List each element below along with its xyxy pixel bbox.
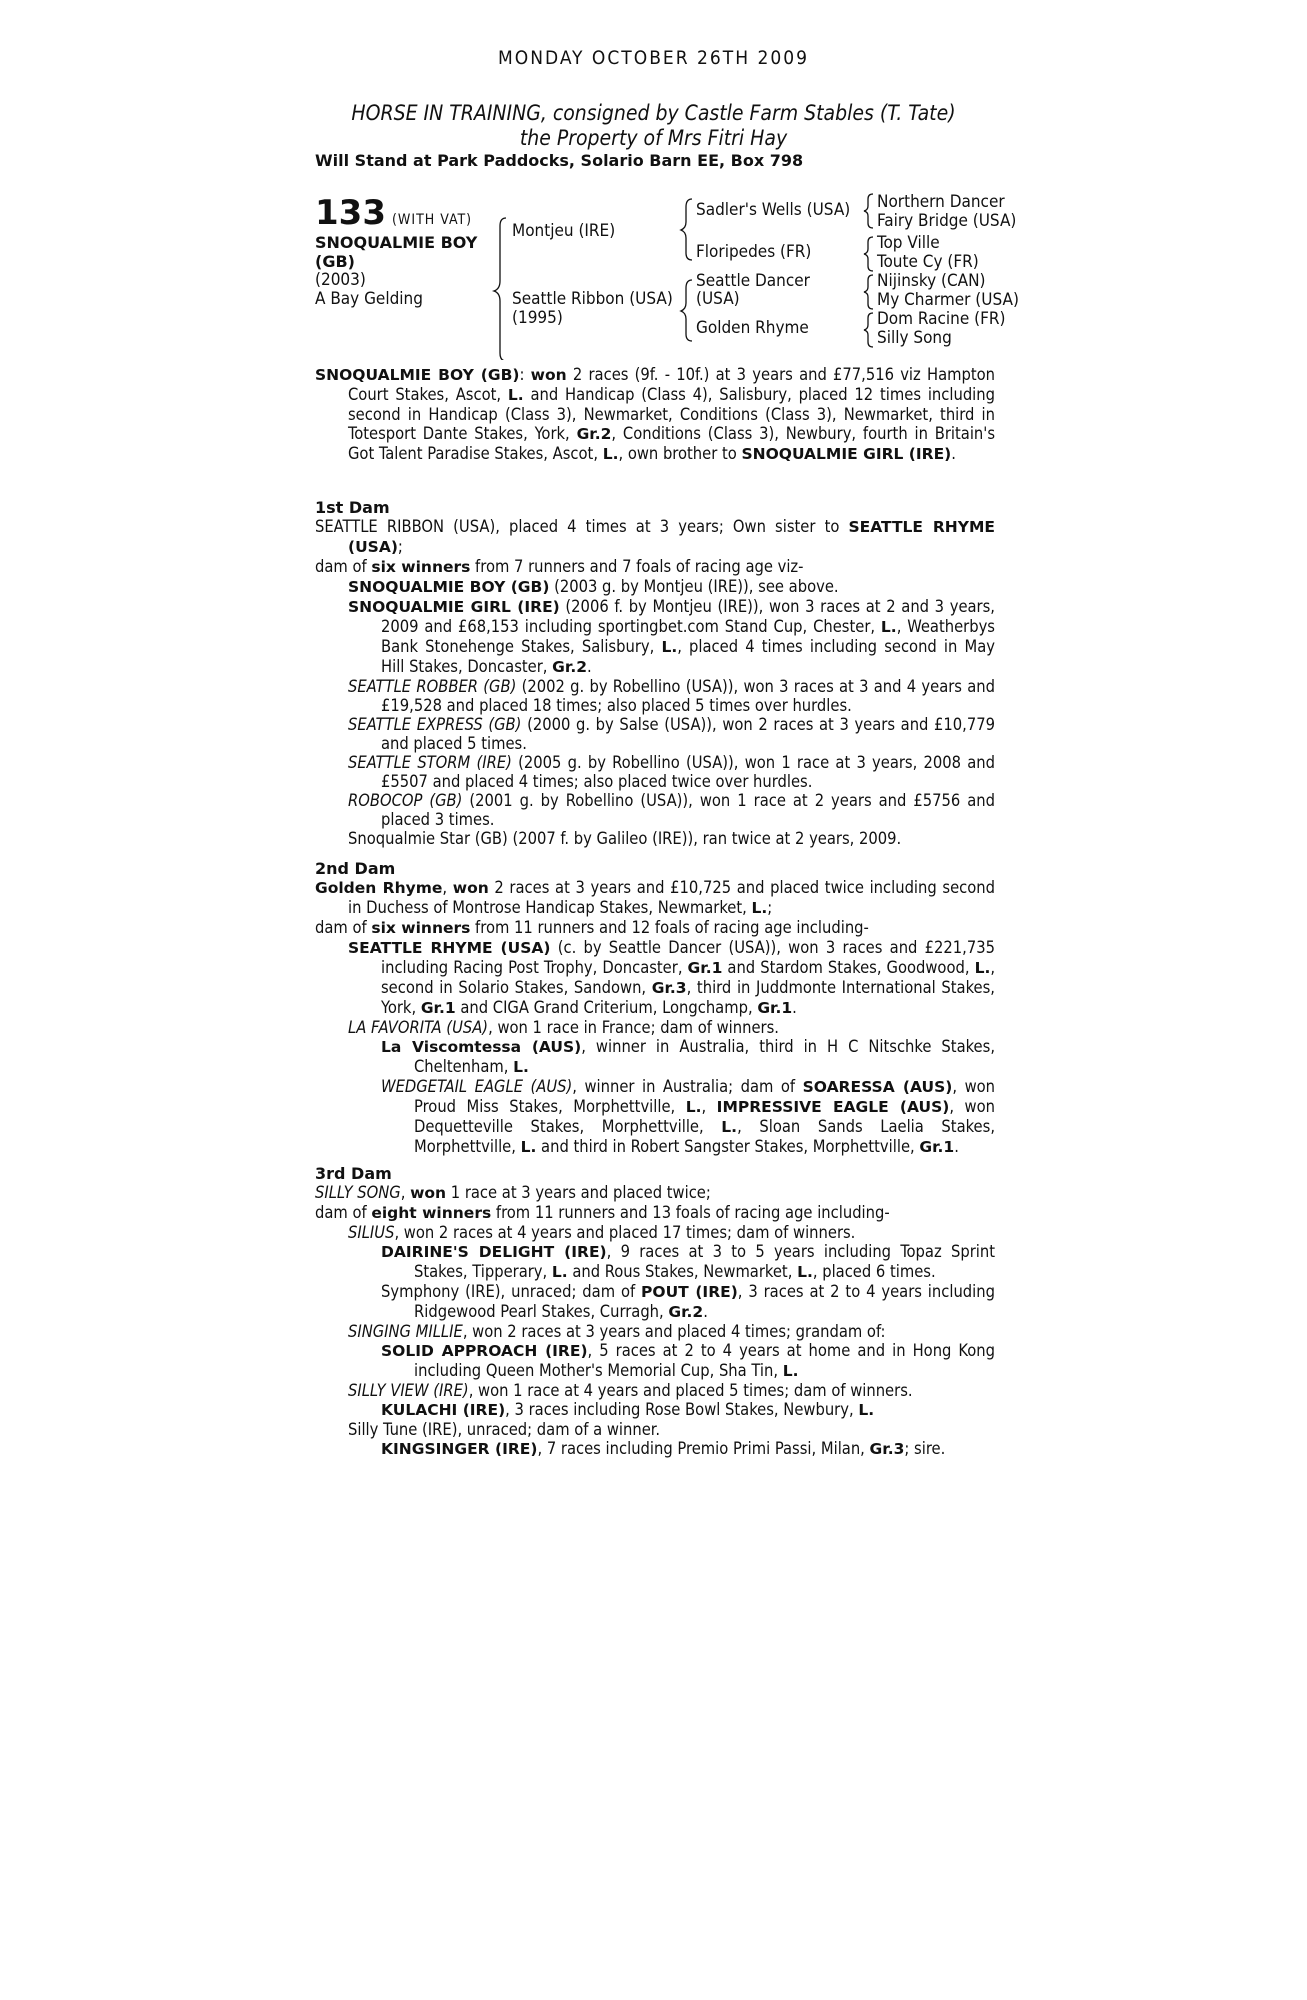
produce-text: (2006 f. by Montjeu (IRE)), won 3 races at 2 and 3 years, 2009 and £68,153 including sportingbet.com Stand Cup, Chester, — [381, 597, 995, 636]
produce-text: , winner in Australia, third in H C Nitschke Stakes, Cheltenham, — [414, 1037, 995, 1076]
ds-brace — [864, 275, 873, 309]
summary-text: . — [951, 444, 956, 463]
ggp-3: Top Ville — [877, 233, 940, 253]
dam-text: from 7 runners and 7 foals of racing age viz- — [470, 557, 804, 576]
produce-text: Snoqualmie Star (GB) (2007 f. by Galileo (IRE)), ran twice at 2 years, 2009. — [348, 829, 902, 848]
third-dam-section: SILLY SONG, won 1 race at 3 years and placed twice; dam of eight winners from 11 runners and 13 foals of racing age including- SILIUS, won 2 races at 4 years and placed 17 times; dam of winners. DAIRINE'S DELIGHT (IRE), 9 races at 3 to 5 years including Topaz Sprint Stakes, Tipperary, L. and Rous Stakes, Newmarket, L., placed 6 times. Symphony (IRE), unraced; dam of POUT (IRE), 3 races at 2 to 4 years including Ridgewood Pearl Stakes, Curragh, Gr.2. SINGING MILLIE, won 2 races at 3 years and placed 4 times; grandam of: SOLID APPROACH (IRE), 5 races at 2 to 4 years at home and in Hong Kong including Queen Mother's Memorial Cup, Sha Tin, L. SILLY VIEW (IRE), won 1 race at 4 years and placed 5 times; dam of winners. KULACHI (IRE), 3 races including Rose Bowl Stakes, Newbury, L. Silly Tune (IRE), unraced; dam of a winner. KINGSINGER (IRE), 7 races including Premio Primi Passi, Milan, Gr.3; sire. — [315, 1183, 996, 1458]
listed-marker: L. — [520, 1138, 537, 1156]
produce-text: (2002 g. by Robellino (USA)), won 3 races at 3 and 4 years and £19,528 and placed 18 times; also placed 5 times over hurdles. — [381, 677, 995, 715]
produce-text: , won Dequetteville Stakes, Morphettville, — [414, 1097, 995, 1136]
produce-record — [315, 1400, 995, 1420]
listed-marker: L. — [507, 386, 524, 404]
produce-text: . — [587, 657, 592, 676]
listed-marker: L. — [797, 1263, 813, 1281]
listed-marker: L. — [880, 618, 897, 636]
produce-text: , won 2 races at 3 years and placed 4 times; grandam of: — [462, 1322, 886, 1341]
horse-name: SNOQUALMIE BOY — [315, 233, 478, 252]
dam-text: ; — [397, 537, 403, 556]
sire-sire: Sadler's Wells (USA) — [696, 200, 851, 220]
third-dam-heading: 3rd Dam — [315, 1164, 392, 1183]
lot-number: 133 — [315, 193, 386, 233]
produce-record — [315, 1381, 995, 1400]
winners-count: six winners — [371, 558, 471, 576]
owner-line: the Property of Mrs Fitri Hay — [519, 126, 788, 150]
group-marker: Gr.3 — [869, 1440, 905, 1458]
produce-name: SNOQUALMIE GIRL (IRE) — [348, 598, 560, 616]
listed-marker: L. — [858, 1401, 875, 1419]
produce-record — [315, 577, 995, 597]
vat-note: (WITH VAT) — [391, 212, 473, 228]
produce-name: WEDGETAIL EAGLE (AUS) — [381, 1077, 573, 1096]
dam-text: SEATTLE RIBBON (USA), placed 4 times at 3 years; Own sister to — [315, 517, 849, 536]
produce-text: , won 2 races at 4 years and placed 17 times; dam of winners. — [394, 1223, 856, 1242]
ss-brace — [864, 194, 873, 228]
produce-name: SEATTLE STORM (IRE) — [348, 753, 512, 772]
ggp-4: Toute Cy (FR) — [877, 252, 979, 272]
summary-text: , own brother to — [618, 444, 742, 463]
produce-name: KINGSINGER (IRE) — [381, 1440, 538, 1458]
produce-name: POUT (IRE) — [641, 1283, 738, 1301]
produce-text: , second in Solario Stakes, Sandown, — [381, 958, 996, 997]
dam-sire-line1: Seattle Dancer — [696, 271, 810, 291]
group-marker: Gr.2 — [668, 1303, 704, 1321]
produce-text: , — [701, 1097, 717, 1116]
listed-marker: L. — [685, 1098, 702, 1116]
produce-record — [315, 1439, 995, 1459]
dam-dam: Golden Rhyme — [696, 318, 809, 338]
produce-text: , won Proud Miss Stakes, Morphettville, — [414, 1077, 995, 1116]
foaling-year: (2003) — [315, 270, 366, 290]
ggp-7: Dom Racine (FR) — [877, 309, 1006, 329]
produce-text: and CIGA Grand Criterium, Longchamp, — [455, 998, 758, 1017]
produce-text: , 5 races at 2 to 4 years at home and in Hong Kong including Queen Mother's Memorial Cup, Sha Tin, — [414, 1341, 996, 1380]
produce-record — [315, 715, 995, 753]
listed-marker: L. — [551, 1263, 568, 1281]
produce-record — [315, 938, 995, 1018]
won-label: won — [410, 1184, 447, 1202]
produce-text: , winner in Australia; dam of — [572, 1077, 803, 1096]
produce-name: DAIRINE'S DELIGHT (IRE) — [381, 1243, 607, 1261]
produce-record — [315, 829, 995, 848]
dam-text: from 11 runners and 13 foals of racing age including- — [491, 1203, 890, 1222]
dd-brace — [864, 313, 873, 347]
produce-record — [315, 1242, 995, 1282]
dam-text: from 11 runners and 12 foals of racing age including- — [470, 918, 869, 937]
dam-name: Golden Rhyme — [315, 879, 443, 897]
produce-name: SOARESSA (AUS) — [802, 1078, 953, 1096]
horse-summary: SNOQUALMIE BOY (GB): won 2 races (9f. - 10f.) at 3 years and £77,516 viz Hampton Court Stakes, Ascot, L. and Handicap (Class 4), Salisbury, placed 12 times including second in Handicap (Class 3), Newmarket, Conditions (Class 3), Newmarket, third in Totesport Dante Stakes, York, Gr.2, Conditions (Class 3), Newbury, fourth in Britain's Got Talent Paradise Stakes, Ascot, L., own brother to SNOQUALMIE GIRL (IRE). — [315, 365, 996, 463]
produce-text: , won 1 race at 4 years and placed 5 times; dam of winners. — [468, 1381, 913, 1400]
dam-text: 2 races at 3 years and £10,725 and placed twice including second in Duchess of Montrose Handicap Stakes, Newmarket, — [348, 878, 995, 917]
produce-text: (2005 g. by Robellino (USA)), won 1 race at 3 years, 2008 and £5507 and placed 4 times; also placed twice over hurdles. — [381, 753, 995, 791]
produce-text: Silly Tune (IRE), unraced; dam of a winner. — [348, 1420, 661, 1439]
produce-text: , 9 races at 3 to 5 years including Topaz Sprint Stakes, Tipperary, — [414, 1242, 995, 1281]
listed-marker: L. — [602, 445, 619, 463]
dam-text: ; — [767, 898, 773, 917]
produce-name: SILIUS — [348, 1223, 395, 1242]
consignor-line: HORSE IN TRAINING, consigned by Castle Farm Stables (T. Tate) — [351, 101, 956, 125]
produce-text: , 7 races including Premio Primi Passi, Milan, — [537, 1439, 870, 1458]
produce-text: ; sire. — [904, 1439, 946, 1458]
produce-name: LA FAVORITA (USA) — [348, 1018, 489, 1037]
produce-text: and third in Robert Sangster Stakes, Morphettville, — [536, 1137, 920, 1156]
produce-record — [315, 791, 995, 829]
produce-record — [315, 1223, 995, 1242]
second-dam-heading: 2nd Dam — [315, 859, 396, 878]
group-marker: Gr.1 — [420, 999, 456, 1017]
dam-text: dam of — [315, 1203, 372, 1222]
summary-won: won — [530, 366, 567, 384]
first-dam-heading: 1st Dam — [315, 498, 390, 517]
produce-record — [315, 677, 995, 715]
summary-text: and Handicap (Class 4), Salisbury, placed 12 times including second in Handicap (Class 3), Newmarket, Conditions (Class 3), Newmarket, third in Totesport Dante Stakes, York, — [348, 385, 995, 443]
produce-text: . — [792, 998, 797, 1017]
dam-name: Seattle Ribbon (USA) — [512, 289, 673, 309]
listed-marker: L. — [751, 899, 768, 917]
dam-sire-line2: (USA) — [696, 289, 740, 309]
produce-record — [315, 597, 995, 677]
produce-record — [315, 1420, 995, 1439]
produce-text: (2003 g. by Montjeu (IRE)), see above. — [549, 577, 839, 596]
dam-brace — [681, 280, 692, 341]
dam-name: SILLY SONG — [315, 1183, 401, 1202]
won-label: won — [452, 879, 489, 897]
produce-text: . — [954, 1137, 959, 1156]
produce-text: (c. by Seattle Dancer (USA)), won 3 races and £221,735 including Racing Post Trophy, Doncaster, — [381, 938, 995, 977]
produce-text: , third in Juddmonte International Stakes, York, — [381, 978, 995, 1017]
produce-name: SEATTLE EXPRESS (GB) — [348, 715, 522, 734]
produce-text: . — [703, 1302, 708, 1321]
produce-text: , won 1 race in France; dam of winners. — [488, 1018, 779, 1037]
dam-text: dam of — [315, 557, 372, 576]
group-marker: Gr.2 — [576, 425, 612, 443]
group-marker: Gr.3 — [651, 979, 687, 997]
dam-year: (1995) — [512, 308, 563, 328]
produce-text: , placed 6 times. — [812, 1262, 936, 1281]
listed-marker: L. — [974, 959, 991, 977]
listed-marker: L. — [721, 1118, 738, 1136]
produce-text: (2001 g. by Robellino (USA)), won 1 race at 2 years and £5756 and placed 3 times. — [381, 791, 995, 829]
produce-text: , Weatherbys Bank Stonehenge Stakes, Salisbury, — [381, 617, 995, 656]
produce-text: and Stardom Stakes, Goodwood, — [722, 958, 975, 977]
listed-marker: L. — [782, 1362, 799, 1380]
produce-text: Symphony (IRE), unraced; dam of — [381, 1282, 642, 1301]
produce-name: IMPRESSIVE EAGLE (AUS) — [716, 1098, 950, 1116]
produce-name: SNOQUALMIE BOY (GB) — [348, 578, 550, 596]
ggp-5: Nijinsky (CAN) — [877, 271, 986, 291]
produce-name: ROBOCOP (GB) — [348, 791, 463, 810]
produce-name: SEATTLE RHYME (USA) — [348, 939, 551, 957]
produce-text: , 3 races at 2 to 4 years including Ridgewood Pearl Stakes, Curragh, — [414, 1282, 995, 1321]
summary-text: , Conditions (Class 3), Newbury, fourth in Britain's Got Talent Paradise Stakes, Ascot, — [348, 424, 996, 463]
horse-description: A Bay Gelding — [315, 289, 423, 309]
dam-text: dam of — [315, 918, 372, 937]
produce-record — [315, 1282, 995, 1322]
ggp-8: Silly Song — [877, 328, 952, 348]
produce-record — [315, 1341, 995, 1381]
produce-record — [315, 1322, 995, 1341]
sd-brace — [864, 237, 873, 271]
produce-name: SINGING MILLIE — [348, 1322, 463, 1341]
produce-text: and Rous Stakes, Newmarket, — [567, 1262, 798, 1281]
produce-text: , Sloan Sands Laelia Stakes, Morphettville, — [414, 1117, 995, 1156]
produce-record — [315, 1018, 995, 1037]
ggp-2: Fairy Bridge (USA) — [877, 211, 1017, 231]
ggp-1: Northern Dancer — [877, 192, 1005, 212]
horse-name-country: (GB) — [315, 252, 355, 271]
stand-location: Will Stand at Park Paddocks, Solario Barn EE, Box 798 — [315, 151, 804, 170]
produce-record — [315, 1037, 995, 1077]
pedigree-main-brace — [494, 218, 506, 360]
group-marker: Gr.2 — [552, 658, 587, 676]
group-marker: Gr.1 — [687, 959, 723, 977]
sibling-name: SEATTLE RHYME (USA) — [348, 518, 995, 556]
sibling-name: SNOQUALMIE GIRL (IRE) — [741, 445, 952, 463]
ggp-6: My Charmer (USA) — [877, 290, 1019, 310]
group-marker: Gr.1 — [757, 999, 793, 1017]
listed-marker: L. — [513, 1058, 529, 1076]
group-marker: Gr.1 — [919, 1138, 955, 1156]
winners-count: eight winners — [371, 1204, 492, 1222]
winners-count: six winners — [371, 919, 471, 937]
listed-marker: L. — [661, 638, 678, 656]
sale-date: MONDAY OCTOBER 26TH 2009 — [498, 47, 809, 69]
summary-text: 2 races (9f. - 10f.) at 3 years and £77,516 viz Hampton Court Stakes, Ascot, — [348, 365, 995, 404]
produce-name: SILLY VIEW (IRE) — [348, 1381, 469, 1400]
sire-brace — [681, 199, 692, 260]
produce-text: , 3 races including Rose Bowl Stakes, Newbury, — [505, 1400, 859, 1419]
sire-name: Montjeu (IRE) — [512, 221, 616, 241]
produce-name: SEATTLE ROBBER (GB) — [348, 677, 517, 696]
dam-text: 1 race at 3 years and placed twice; — [446, 1183, 711, 1202]
produce-text: , placed 4 times including second in May Hill Stakes, Doncaster, — [381, 637, 996, 676]
produce-record — [315, 1077, 995, 1157]
produce-name: La Viscomtessa (AUS) — [381, 1038, 582, 1056]
second-dam-section: Golden Rhyme, won 2 races at 3 years and £10,725 and placed twice including second in Duchess of Montrose Handicap Stakes, Newmarket, L.; dam of six winners from 11 runners and 12 foals of racing age including- SEATTLE RHYME (USA) (c. by Seattle Dancer (USA)), won 3 races and £221,735 including Racing Post Trophy, Doncaster, Gr.1 and Stardom Stakes, Goodwood, L., second in Solario Stakes, Sandown, Gr.3, third in Juddmonte International Stakes, York, Gr.1 and CIGA Grand Criterium, Longchamp, Gr.1. LA FAVORITA (USA), won 1 race in France; dam of winners. La Viscomtessa (AUS), winner in Australia, third in H C Nitschke Stakes, Cheltenham, L. WEDGETAIL EAGLE (AUS), winner in Australia; dam of SOARESSA (AUS), won Proud Miss Stakes, Morphettville, L., IMPRESSIVE EAGLE (AUS), won Dequetteville Stakes, Morphettville, L., Sloan Sands Laelia Stakes, Morphettville, L. and third in Robert Sangster Stakes, Morphettville, Gr.1. — [315, 878, 996, 1156]
sire-dam: Floripedes (FR) — [696, 242, 812, 262]
summary-horse-name: SNOQUALMIE BOY (GB) — [315, 366, 520, 384]
produce-record — [315, 753, 995, 791]
produce-name: SOLID APPROACH (IRE) — [381, 1342, 588, 1360]
produce-text: (2000 g. by Salse (USA)), won 2 races at 3 years and £10,779 and placed 5 times. — [381, 715, 995, 753]
first-dam-section — [315, 517, 995, 848]
produce-name: KULACHI (IRE) — [381, 1401, 506, 1419]
